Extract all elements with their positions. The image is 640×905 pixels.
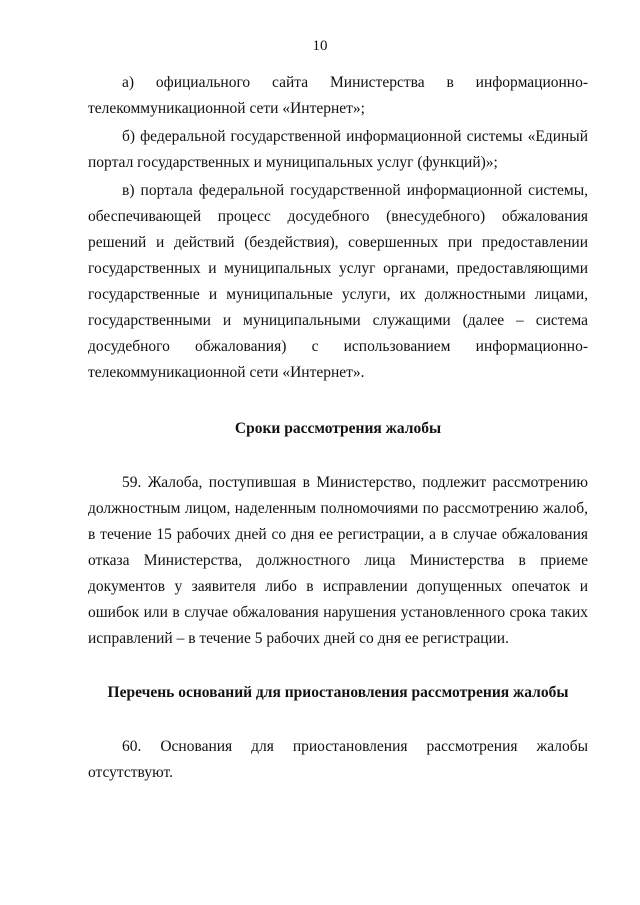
document-body [88,70,588,786]
paragraph-item-a: а) официального сайта Министерства в информационно-телекоммуникационной сети «Интернет»; [88,74,588,117]
paragraph-59: 59. Жалоба, поступившая в Министерство, подлежит рассмотрению должностным лицом, наделенным полномочиями по рассмотрению жалоб, в течение 15 рабочих дней со дня ее регистрации, а в случае обжалования отказа Министерства, должностного лица Министерства в приеме документов у заявителя либо в исправлении допущенных опечаток и ошибок или в случае обжалования нарушения установленного срока таких исправлений – в течение 5 рабочих дней со дня ее регистрации. [88,474,588,647]
section-heading-review-terms: Сроки рассмотрения жалобы [234,420,442,437]
paragraph-60: 60. Основания для приостановления рассмотрения жалобы отсутствуют. [88,738,588,781]
page-number: 10 [312,38,328,54]
paragraph-item-c: в) портала федеральной государственной информационной системы, обеспечивающей процесс досудебного (внесудебного) обжалования решений и действий (бездействия), совершенных при предоставлении государственных и муниципальных услуг органами, предоставляющими государственные и муниципальные услуги, их должностными лицами, государственными и муниципальными служащими (далее – система досудебного обжалования) с использованием информационно-телекоммуникационной сети «Интернет». [88,182,588,381]
paragraph-item-b: б) федеральной государственной информационной системы «Единый портал государственных и муниципальных услуг (функций)»; [88,128,588,171]
section-heading-suspension-grounds: Перечень оснований для приостановления рассмотрения жалобы [107,684,569,701]
